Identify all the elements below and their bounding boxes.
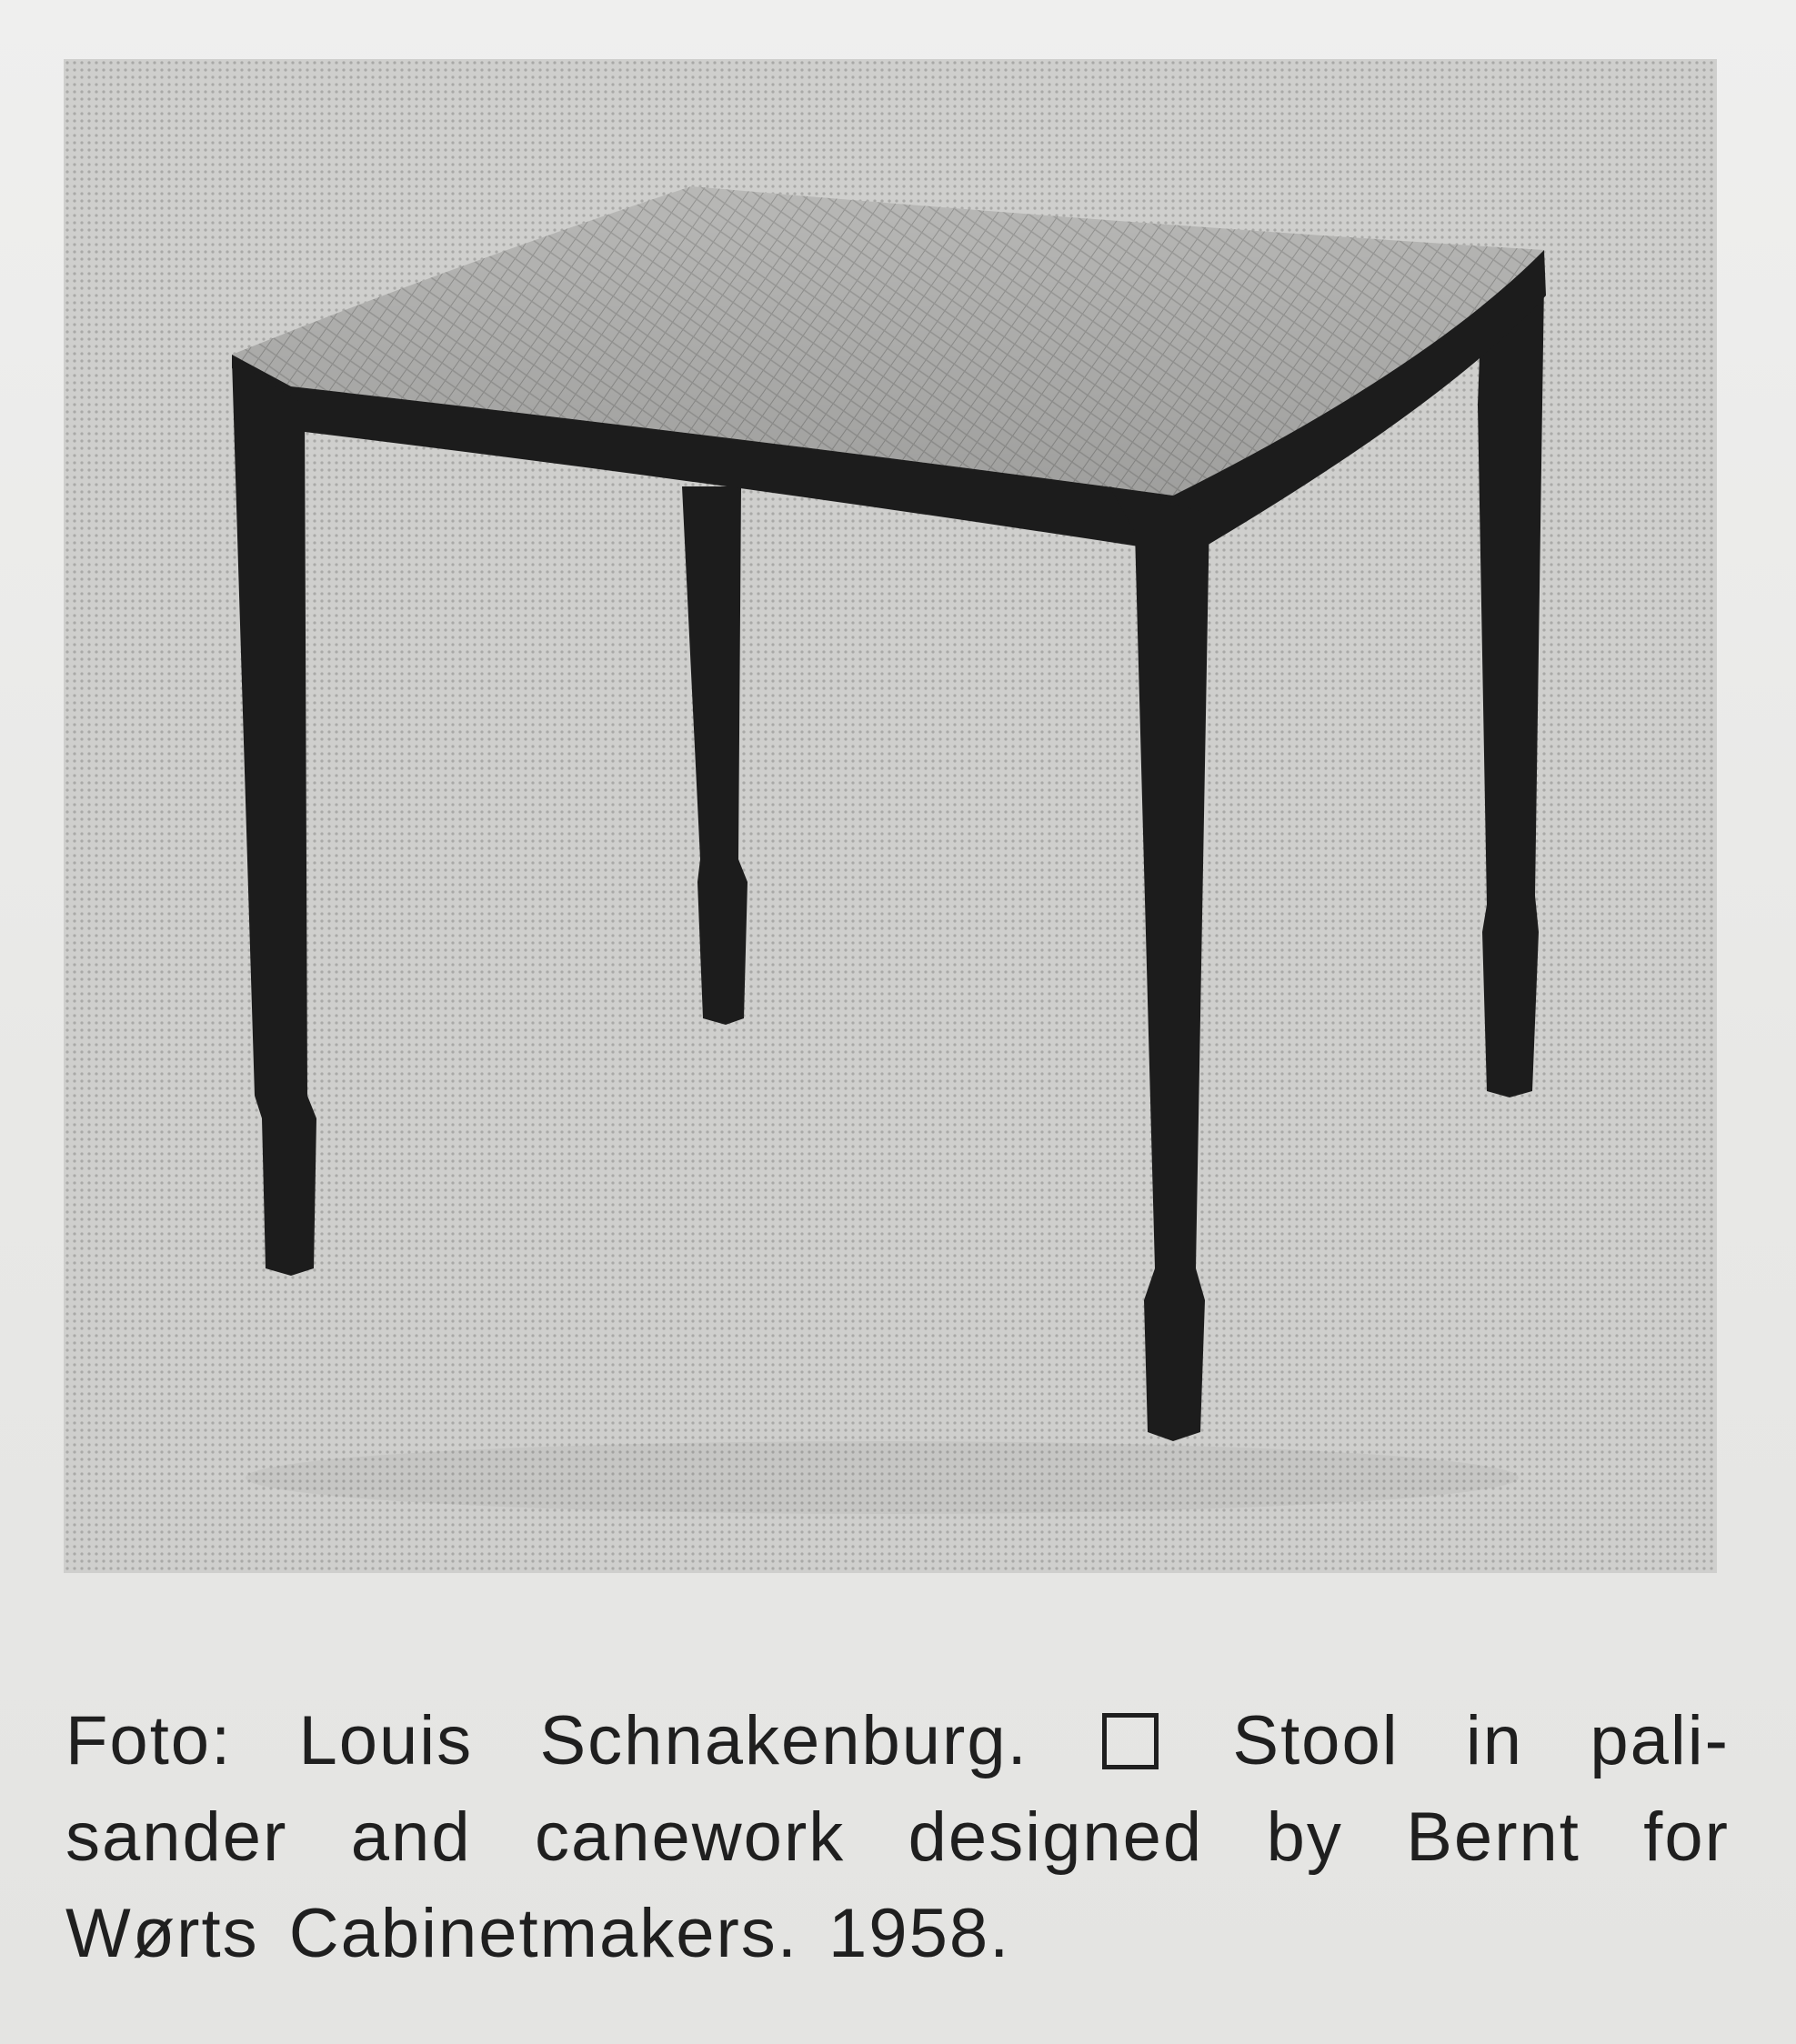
- stool-back-right-leg: [1478, 282, 1544, 1097]
- caption-line-2: sander and canework designed by Bernt for: [65, 1799, 1730, 1876]
- photo-caption: [65, 1693, 1730, 1982]
- caption-text-start: Stool in pali-: [1232, 1702, 1730, 1779]
- caption-line-1: [65, 1693, 1730, 1789]
- caption-line-3: Wørts Cabinetmakers. 1958.: [65, 1895, 1011, 1972]
- stool-photograph: [64, 59, 1717, 1573]
- square-separator-icon: [1102, 1713, 1159, 1769]
- photo-credit: Foto: Louis Schnakenburg.: [65, 1702, 1028, 1779]
